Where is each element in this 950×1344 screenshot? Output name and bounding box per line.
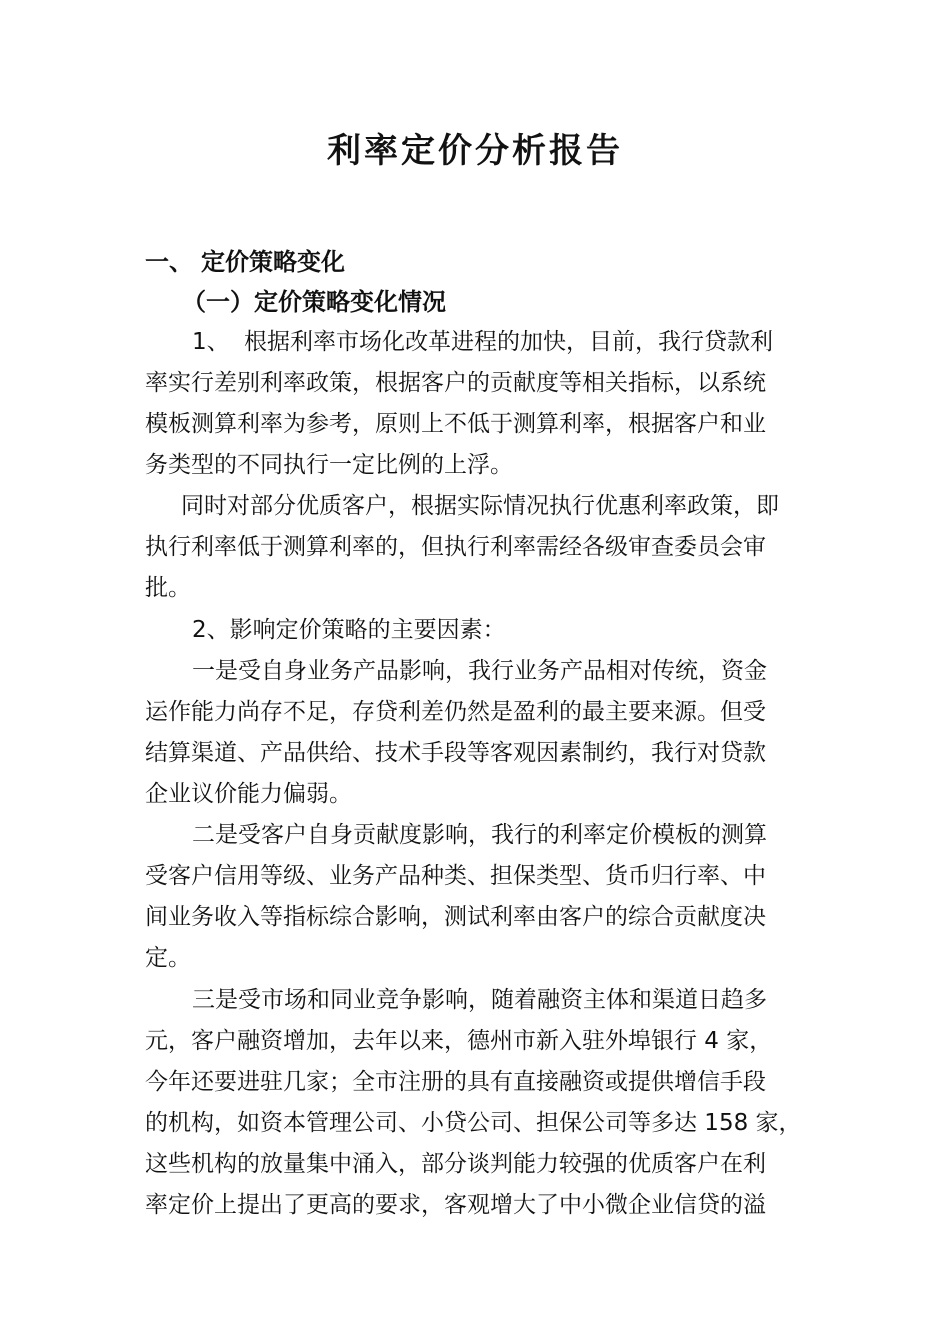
factor1-line-2: 运作能力尚存不足，存贷利差仍然是盈利的最主要来源。但受	[145, 699, 766, 725]
paragraph-text: 根据利率市场化改革进程的加快，目前，我行贷款利	[244, 329, 773, 355]
subsection-heading-1: （一）定价策略变化情况	[182, 288, 446, 316]
section-number: 一、	[145, 248, 193, 276]
factor2-line-3: 间业务收入等指标综合影响，测试利率由客户的综合贡献度决	[145, 904, 766, 930]
factor3-line-5: 这些机构的放量集中涌入，部分谈判能力较强的优质客户在利	[145, 1151, 766, 1177]
item2-heading: 2、影响定价策略的主要因素：	[192, 617, 506, 643]
factor1-line-1: 一是受自身业务产品影响，我行业务产品相对传统，资金	[192, 658, 767, 684]
item1-line-2: 率实行差别利率政策，根据客户的贡献度等相关指标，以系统	[145, 370, 766, 396]
section-heading-1	[145, 244, 345, 280]
factor2-line-4: 定。	[145, 945, 191, 971]
item1-cont-line-2: 执行利率低于测算利率的，但执行利率需经各级审查委员会审	[145, 534, 766, 560]
item1-line-1	[192, 324, 773, 360]
factor3-line-1: 三是受市场和同业竞争影响，随着融资主体和渠道日趋多	[192, 987, 767, 1013]
factor3-line-6: 率定价上提出了更高的要求，客观增大了中小微企业信贷的溢	[145, 1192, 766, 1218]
factor1-line-3: 结算渠道、产品供给、技术手段等客观因素制约，我行对贷款	[145, 740, 766, 766]
document-title: 利率定价分析报告	[327, 131, 623, 171]
item-number: 1、	[192, 329, 230, 355]
item1-line-4: 务类型的不同执行一定比例的上浮。	[145, 452, 513, 478]
factor3-line-3: 今年还要进驻几家；全市注册的具有直接融资或提供增信手段	[145, 1069, 766, 1095]
section-title: 定价策略变化	[201, 248, 345, 276]
item1-line-3: 模板测算利率为参考，原则上不低于测算利率，根据客户和业	[145, 411, 766, 437]
factor3-line-4: 的机构，如资本管理公司、小贷公司、担保公司等多达 158 家，	[145, 1110, 802, 1136]
item1-cont-line-3: 批。	[145, 575, 191, 601]
factor2-line-2: 受客户信用等级、业务产品种类、担保类型、货币归行率、中	[145, 863, 766, 889]
factor2-line-1: 二是受客户自身贡献度影响，我行的利率定价模板的测算	[192, 822, 767, 848]
factor1-line-4: 企业议价能力偏弱。	[145, 781, 352, 807]
item1-cont-line-1: 同时对部分优质客户，根据实际情况执行优惠利率政策，即	[181, 493, 779, 519]
factor3-line-2: 元，客户融资增加，去年以来，德州市新入驻外埠银行 4 家，	[145, 1028, 773, 1054]
